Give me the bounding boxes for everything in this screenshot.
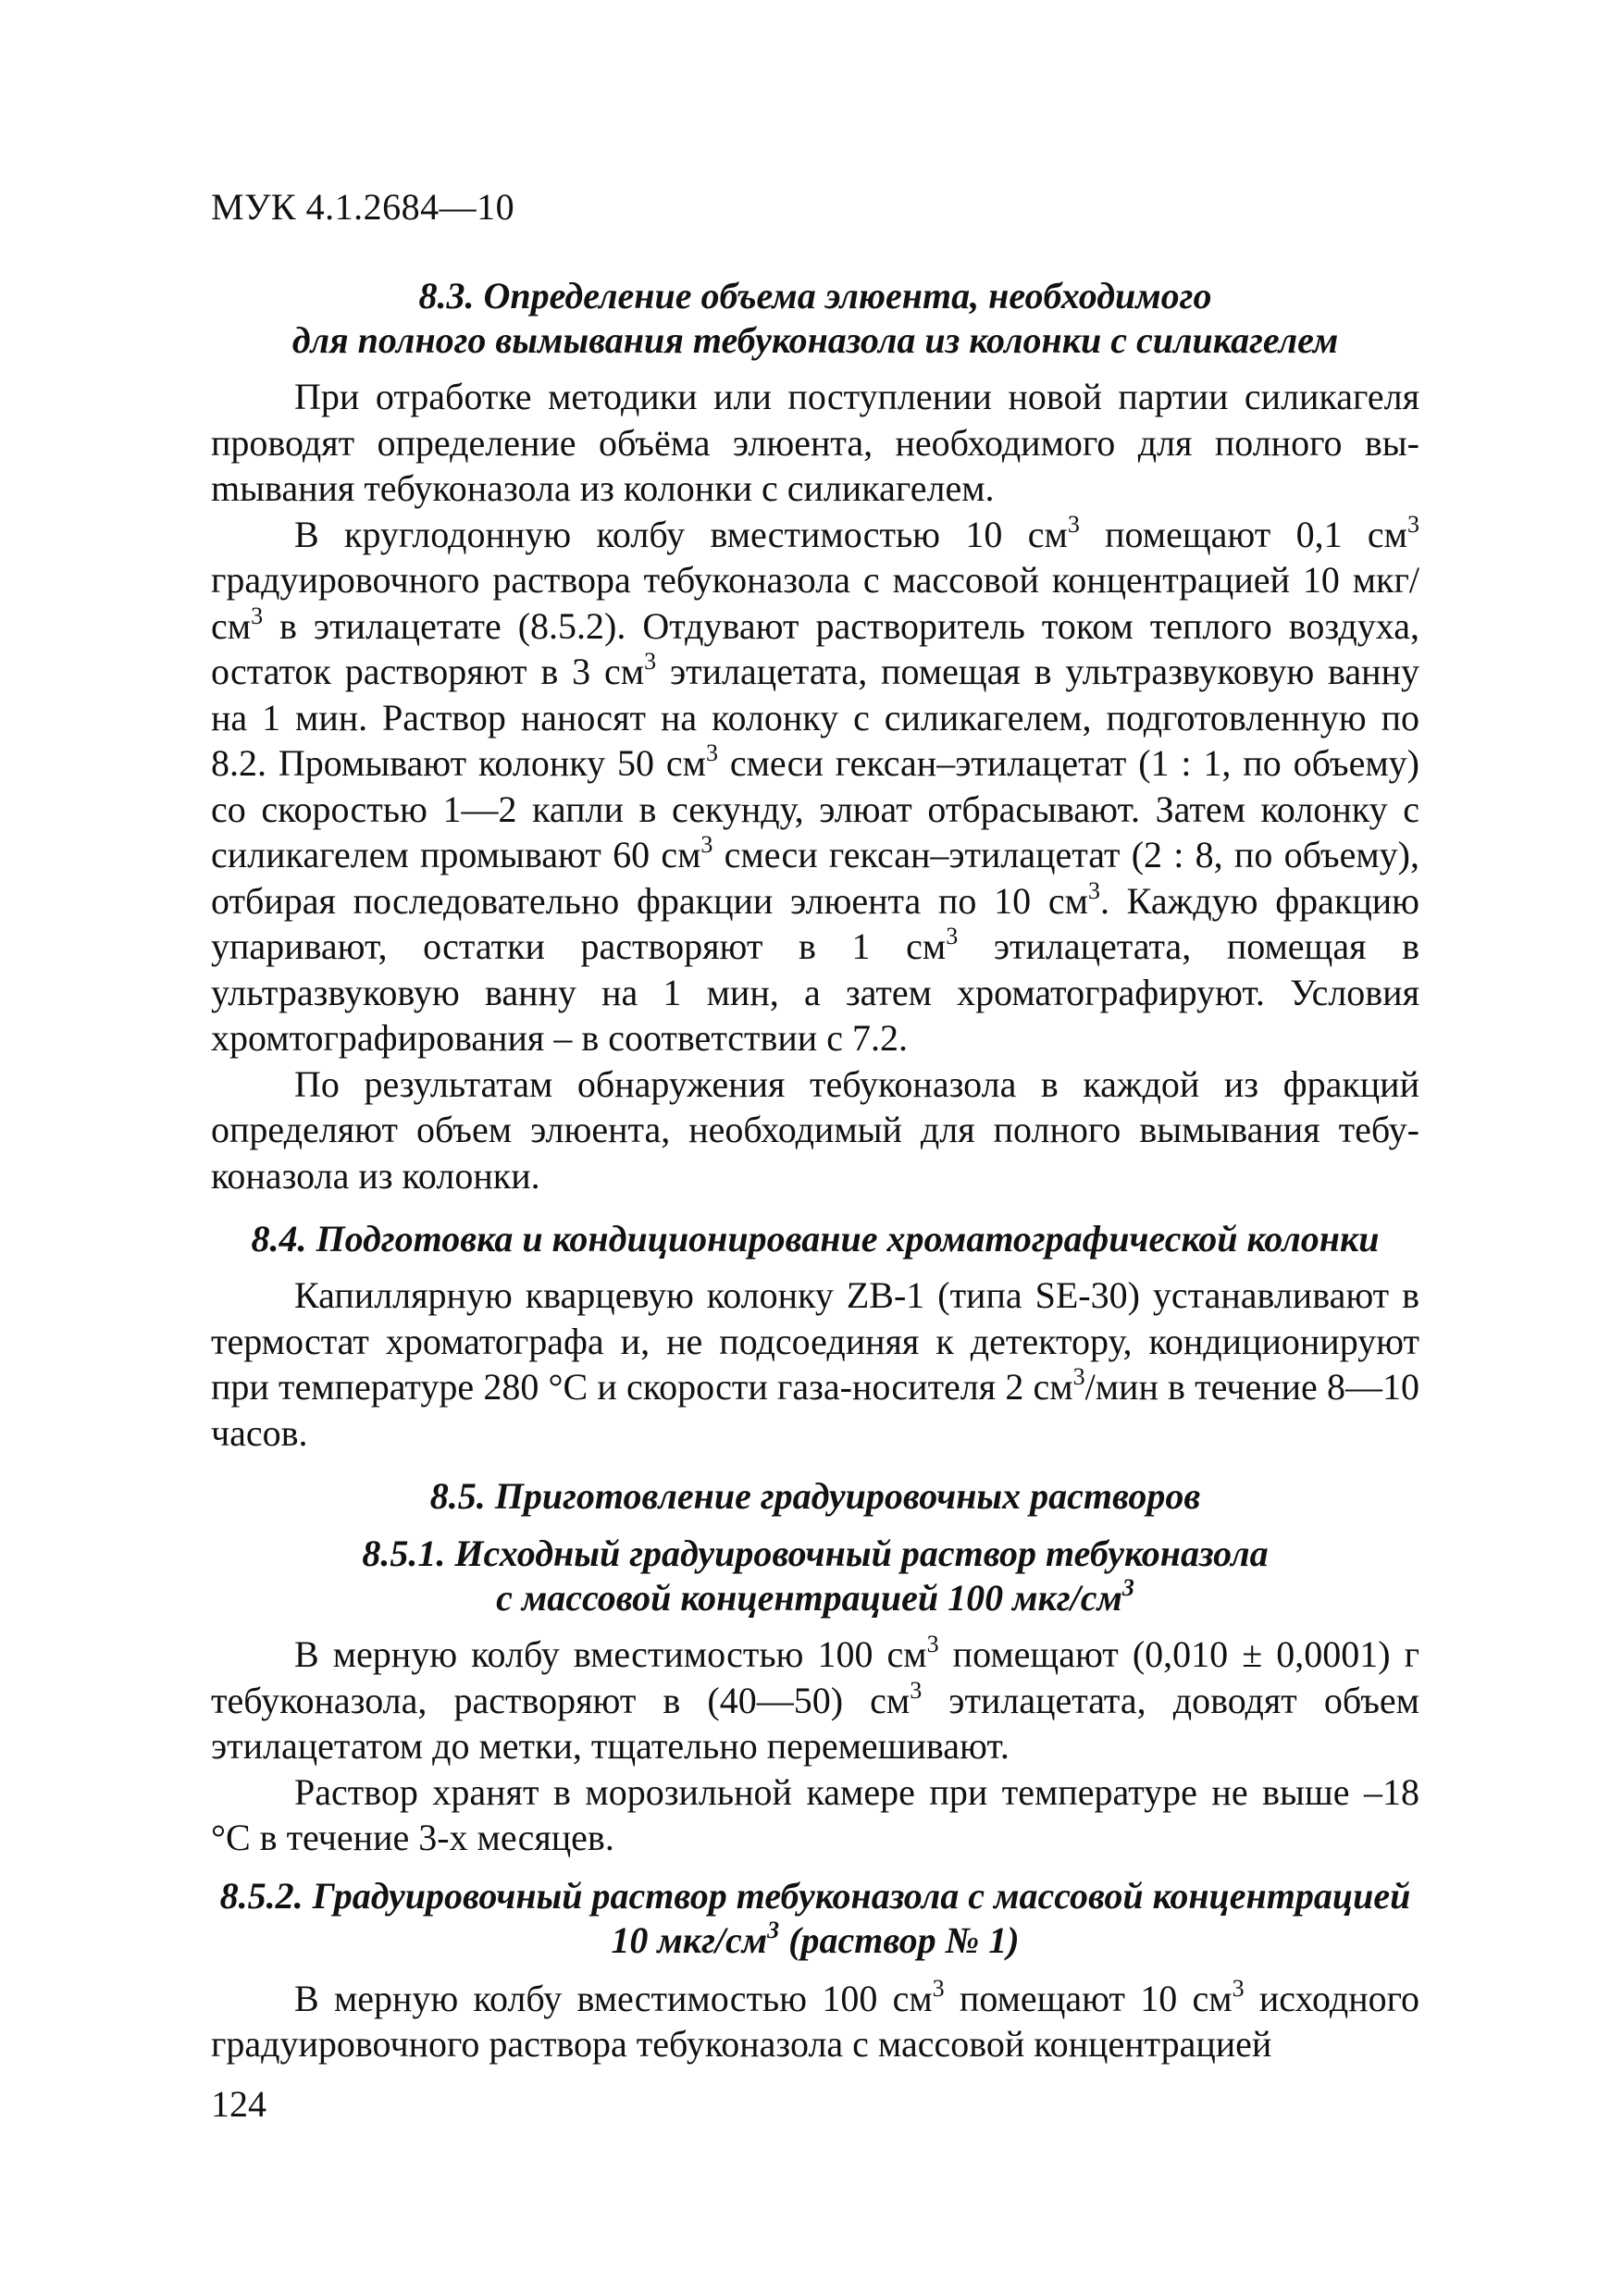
text-run: исходного градуировочного раствора тебуконазола с массовой концентрацией [211, 1977, 1420, 2065]
superscript: 3 [946, 923, 959, 949]
section-8-5-1-heading-line-2 [211, 1576, 1419, 1620]
text-run: 10 мкг/см [611, 1918, 768, 1961]
superscript: 3 [1121, 1574, 1134, 1601]
text-run: помещают (0,010 ± 0,0001) г тебуконазола, растворяют в (40—50) см [211, 1633, 1419, 1721]
section-8-5-1-paragraph-1 [211, 1632, 1419, 1769]
superscript: 3 [700, 831, 713, 858]
section-8-5-heading: 8.5. Приготовление градуировочных растворов [429, 1475, 1201, 1517]
text-run: этилацетата, помещая в ультразвуковую ванну на 1 мин, а затем хроматографируют. Условия хромтографирования – в соответствии с 7.2. [211, 925, 1420, 1059]
text-run: В мерную колбу вместимостью 100 см [294, 1633, 927, 1675]
superscript: 3 [1232, 1974, 1245, 2002]
text-run: в этилацетате (8.5.2). Отдувают растворитель током теплого воздуха, остаток растворяют в 3 см [211, 604, 1419, 692]
superscript: 3 [705, 739, 718, 766]
running-header: МУК 4.1.2684—10 [211, 186, 515, 228]
section-8-3-paragraph-1: При отработке методики или поступлении новой партии силикагеля проводят определение объёма элюента, необходимого для полного выmывания тебуконазола из колонки с силикагелем. [211, 376, 1419, 509]
text-run: В мерную колбу вместимостью 100 см [294, 1977, 933, 2019]
superscript: 3 [767, 1916, 780, 1943]
text-run: помещают 10 см [944, 1977, 1233, 2019]
superscript: 3 [932, 1974, 945, 2002]
superscript: 3 [1407, 510, 1419, 538]
text-run: /мин в течение 8—10 часов. [211, 1366, 1420, 1454]
section-8-5-1-paragraph-2: Раствор хранят в морозильной камере при температуре не выше –18 °С в течение 3-х месяцев. [211, 1770, 1419, 1858]
text-run: . Каждую фракцию упаривают, остатки растворяют в 1 см [211, 879, 1420, 967]
text-run: градуировочного раствора тебуконазола с массовой концентрацией 10 мкг/см [211, 559, 1419, 647]
section-8-3-heading-line-1: 8.3. Определение объема элюента, необходимого [418, 275, 1212, 316]
superscript: 3 [910, 1676, 923, 1704]
section-8-4-paragraph [211, 1272, 1419, 1456]
section-8-5-1-heading [211, 1532, 1419, 1620]
text-run: этилацетата, доводят объем этилацетатом до метки, тщательно перемешивают. [211, 1679, 1419, 1767]
section-8-4-heading: 8.4. Подготовка и кондиционирование хроматографической колонки [251, 1218, 1380, 1260]
superscript: 3 [251, 602, 264, 629]
superscript: 3 [1067, 510, 1080, 538]
section-8-5-2-paragraph-1 [211, 1976, 1419, 2067]
section-8-3-paragraph-3: По результатам обнаружения тебуконазола в каждой из фракций определяют объем элюента, необходимый для полного вымывания тебуконазола из колонки. [211, 1062, 1419, 1197]
section-8-3-heading-line-2: для полного вымывания тебуконазола из колонки с силикагелем [291, 319, 1339, 361]
text-run: этилацетата, помещая в ультразвуковую ванну на 1 мин. Раствор наносят на колонку с силикагелем, подготовленную по 8.2. Промывают колонку 50 см [211, 651, 1419, 784]
text-run: смеси гексан–этилацетат (1 : 1, по объему) со скоростью 1—2 капли в секунду, элюат отбрасывают. Затем колонку с силикагелем промывают 60 см [211, 742, 1420, 875]
text-run: смеси гексан–этилацетат (2 : 8, по объему), отбирая последовательно фракции элюента по 10 см [211, 834, 1419, 922]
superscript: 3 [1072, 1363, 1085, 1390]
text-run: с массовой концентрацией 100 мкг/см [496, 1577, 1122, 1619]
text-run: В круглодонную колбу вместимостью 10 см [294, 513, 1068, 555]
section-8-5-2-heading-line-2 [211, 1918, 1419, 1963]
text-run: (раствор № 1) [779, 1918, 1020, 1961]
superscript: 3 [926, 1631, 939, 1657]
section-8-5-1-heading-line-1: 8.5.1. Исходный градуировочный раствор тебуконазола [362, 1533, 1269, 1574]
page-content [211, 274, 1419, 2067]
text-run: Капиллярную кварцевую колонку ZB-1 (типа SE-30) устанавливают в термостат хроматографа и, не подсоединяя к детектору, кондиционируют при температуре 280 °С и скорости газа-носителя 2 см [211, 1274, 1419, 1408]
page-number: 124 [211, 2083, 266, 2125]
section-8-3-heading [211, 274, 1419, 363]
section-8-5-2-heading-line-1: 8.5.2. Градуировочный раствор тебуконазола с массовой концентрацией [219, 1874, 1411, 1917]
superscript: 3 [644, 648, 657, 675]
text-run: помещают 0,1 см [1079, 513, 1407, 555]
superscript: 3 [1087, 876, 1100, 904]
section-8-3-paragraph-2 [211, 512, 1419, 1061]
section-8-5-2-heading [211, 1874, 1419, 1963]
